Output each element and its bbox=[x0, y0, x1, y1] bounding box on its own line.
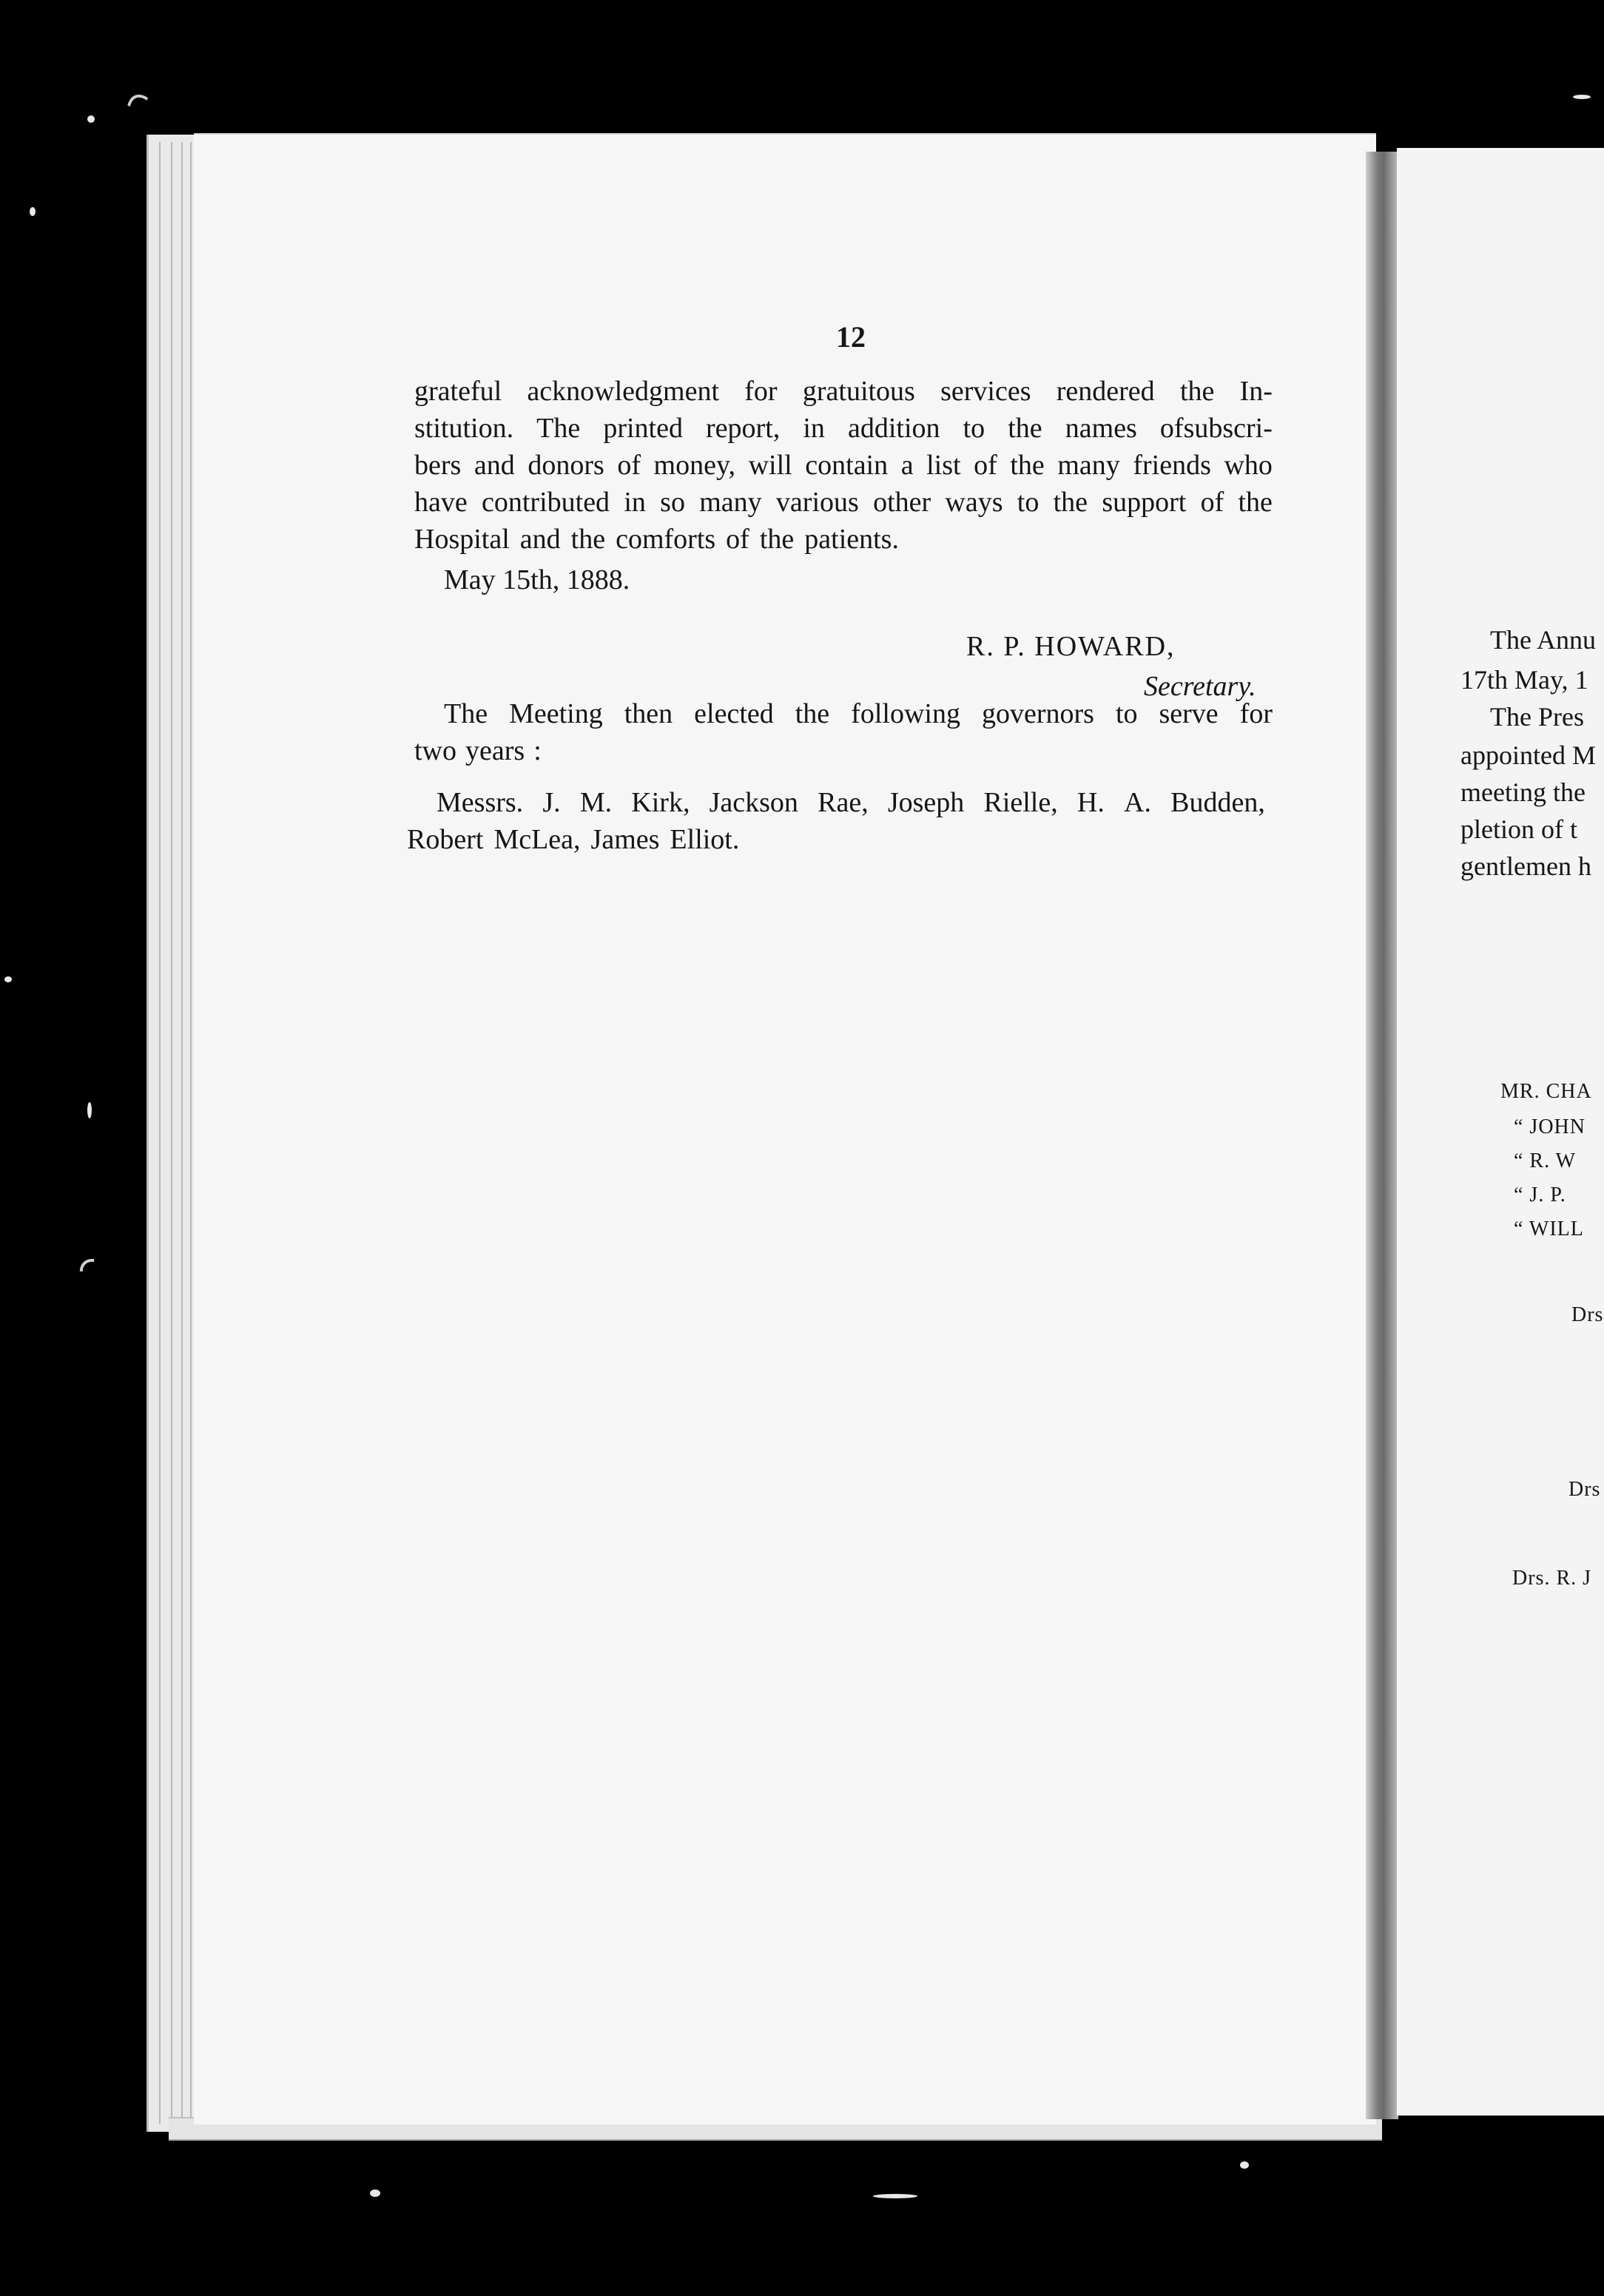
word: of bbox=[974, 450, 997, 481]
election-line bbox=[414, 695, 1273, 732]
report-line bbox=[414, 447, 1273, 484]
scan-speck bbox=[87, 115, 95, 123]
facing-text-fragment: “ J. P. bbox=[1514, 1184, 1566, 1206]
signature-title: Secretary. bbox=[1144, 671, 1256, 702]
word: to bbox=[1017, 487, 1039, 518]
word: various bbox=[775, 487, 859, 518]
word: names bbox=[1065, 413, 1137, 444]
word: gratuitous bbox=[802, 376, 915, 407]
word: ofsubscri- bbox=[1159, 413, 1273, 444]
word: many bbox=[1057, 450, 1120, 481]
word: The bbox=[444, 698, 488, 729]
word: Joseph bbox=[887, 787, 965, 818]
facing-text-fragment: pletion of t bbox=[1460, 814, 1577, 844]
word: the bbox=[1010, 450, 1045, 481]
election-line bbox=[414, 732, 1273, 769]
word: the bbox=[570, 524, 606, 555]
word: the bbox=[759, 524, 795, 555]
governors-line bbox=[407, 821, 1265, 858]
word: the bbox=[1238, 487, 1273, 518]
governors-line bbox=[407, 784, 1265, 821]
scan-speck bbox=[1240, 2161, 1249, 2169]
word: elected bbox=[694, 698, 774, 729]
word: two bbox=[414, 735, 456, 766]
word: contain bbox=[805, 450, 889, 481]
word: Hospital bbox=[414, 524, 510, 555]
word: so bbox=[660, 487, 685, 518]
word: stitution. bbox=[414, 413, 514, 444]
word: who bbox=[1224, 450, 1273, 481]
word: Rae, bbox=[818, 787, 869, 818]
facing-text-fragment: “ WILL bbox=[1514, 1218, 1584, 1240]
word: bers bbox=[414, 450, 462, 481]
word: in bbox=[624, 487, 646, 518]
word: support bbox=[1102, 487, 1187, 518]
word: the bbox=[1179, 376, 1215, 407]
word: then bbox=[624, 698, 673, 729]
scan-speck bbox=[4, 976, 12, 982]
word: following bbox=[851, 698, 960, 729]
facing-text-fragment: “ JOHN bbox=[1514, 1115, 1586, 1138]
report-line bbox=[414, 373, 1273, 410]
word: will bbox=[748, 450, 792, 481]
word: printed bbox=[603, 413, 683, 444]
word: report, bbox=[706, 413, 781, 444]
scan-speck bbox=[370, 2189, 380, 2197]
word: acknowledgment bbox=[527, 376, 720, 407]
word: a bbox=[900, 450, 914, 481]
word: grateful bbox=[414, 376, 502, 407]
word: and bbox=[474, 450, 515, 481]
scan-speck bbox=[87, 1102, 92, 1118]
word: Elliot. bbox=[670, 824, 740, 855]
signature-name: R. P. HOWARD, bbox=[966, 631, 1176, 662]
facing-text-fragment: The Annu bbox=[1490, 625, 1596, 655]
facing-text-fragment: meeting the bbox=[1460, 777, 1586, 807]
word: McLea, bbox=[493, 824, 581, 855]
word: A. bbox=[1124, 787, 1151, 818]
facing-text-fragment: Drs. R. J bbox=[1512, 1567, 1592, 1590]
word: Messrs. bbox=[437, 787, 524, 818]
facing-text-fragment: The Pres bbox=[1490, 702, 1584, 732]
word: : bbox=[533, 735, 542, 766]
word: J. bbox=[542, 787, 561, 818]
report-line bbox=[414, 410, 1273, 447]
word: of bbox=[617, 450, 641, 481]
word: to bbox=[1115, 698, 1138, 729]
word: years bbox=[465, 735, 525, 766]
word: The bbox=[536, 413, 581, 444]
word: patients. bbox=[804, 524, 899, 555]
word: Meeting bbox=[509, 698, 603, 729]
word: the bbox=[795, 698, 830, 729]
word: have bbox=[414, 487, 468, 518]
word: friends bbox=[1133, 450, 1211, 481]
word: Jackson bbox=[709, 787, 798, 818]
facing-text-fragment: 17th May, 1 bbox=[1460, 665, 1588, 695]
word: In- bbox=[1239, 376, 1273, 407]
word: the bbox=[1008, 413, 1042, 444]
word: money, bbox=[653, 450, 736, 481]
word: Rielle, bbox=[983, 787, 1058, 818]
book-gutter bbox=[1366, 152, 1398, 2119]
page-number: 12 bbox=[836, 320, 866, 354]
word: donors bbox=[528, 450, 604, 481]
facing-text-fragment: MR. CHA bbox=[1500, 1080, 1592, 1103]
scan-speck bbox=[1573, 95, 1591, 99]
word: ways bbox=[945, 487, 1003, 518]
word: H. bbox=[1076, 787, 1105, 818]
word: Kirk, bbox=[631, 787, 690, 818]
word: serve bbox=[1159, 698, 1219, 729]
governors-paragraph bbox=[407, 784, 1265, 858]
word: rendered bbox=[1056, 376, 1155, 407]
word: in bbox=[803, 413, 825, 444]
facing-text-fragment: Drs bbox=[1568, 1478, 1601, 1501]
facing-text-fragment: appointed M bbox=[1460, 740, 1596, 770]
facing-text-fragment: “ R. W bbox=[1514, 1149, 1577, 1172]
facing-text-fragment: Drs bbox=[1571, 1303, 1604, 1326]
word: and bbox=[519, 524, 561, 555]
word: of bbox=[1200, 487, 1224, 518]
facing-text-fragment: gentlemen h bbox=[1460, 851, 1591, 881]
word: for bbox=[1239, 698, 1273, 729]
scan-speck bbox=[873, 2194, 917, 2198]
word: governors bbox=[981, 698, 1094, 729]
report-line bbox=[414, 521, 1273, 558]
word: Budden, bbox=[1170, 787, 1265, 818]
word: Robert bbox=[407, 824, 484, 855]
report-paragraph bbox=[414, 373, 1273, 558]
word: other bbox=[873, 487, 931, 518]
election-paragraph bbox=[414, 695, 1273, 769]
word: for bbox=[744, 376, 778, 407]
report-date: May 15th, 1888. bbox=[444, 564, 630, 595]
word: James bbox=[590, 824, 660, 855]
word: list bbox=[926, 450, 961, 481]
word: services bbox=[940, 376, 1031, 407]
word: of bbox=[726, 524, 749, 555]
word: M. bbox=[579, 787, 613, 818]
word: the bbox=[1053, 487, 1088, 518]
word: contributed bbox=[482, 487, 610, 518]
word: comforts bbox=[616, 524, 716, 555]
word: addition bbox=[847, 413, 940, 444]
word: to bbox=[963, 413, 985, 444]
scan-hair bbox=[73, 1252, 118, 1297]
word: many bbox=[699, 487, 762, 518]
report-line bbox=[414, 484, 1273, 521]
scan-speck bbox=[30, 207, 36, 216]
